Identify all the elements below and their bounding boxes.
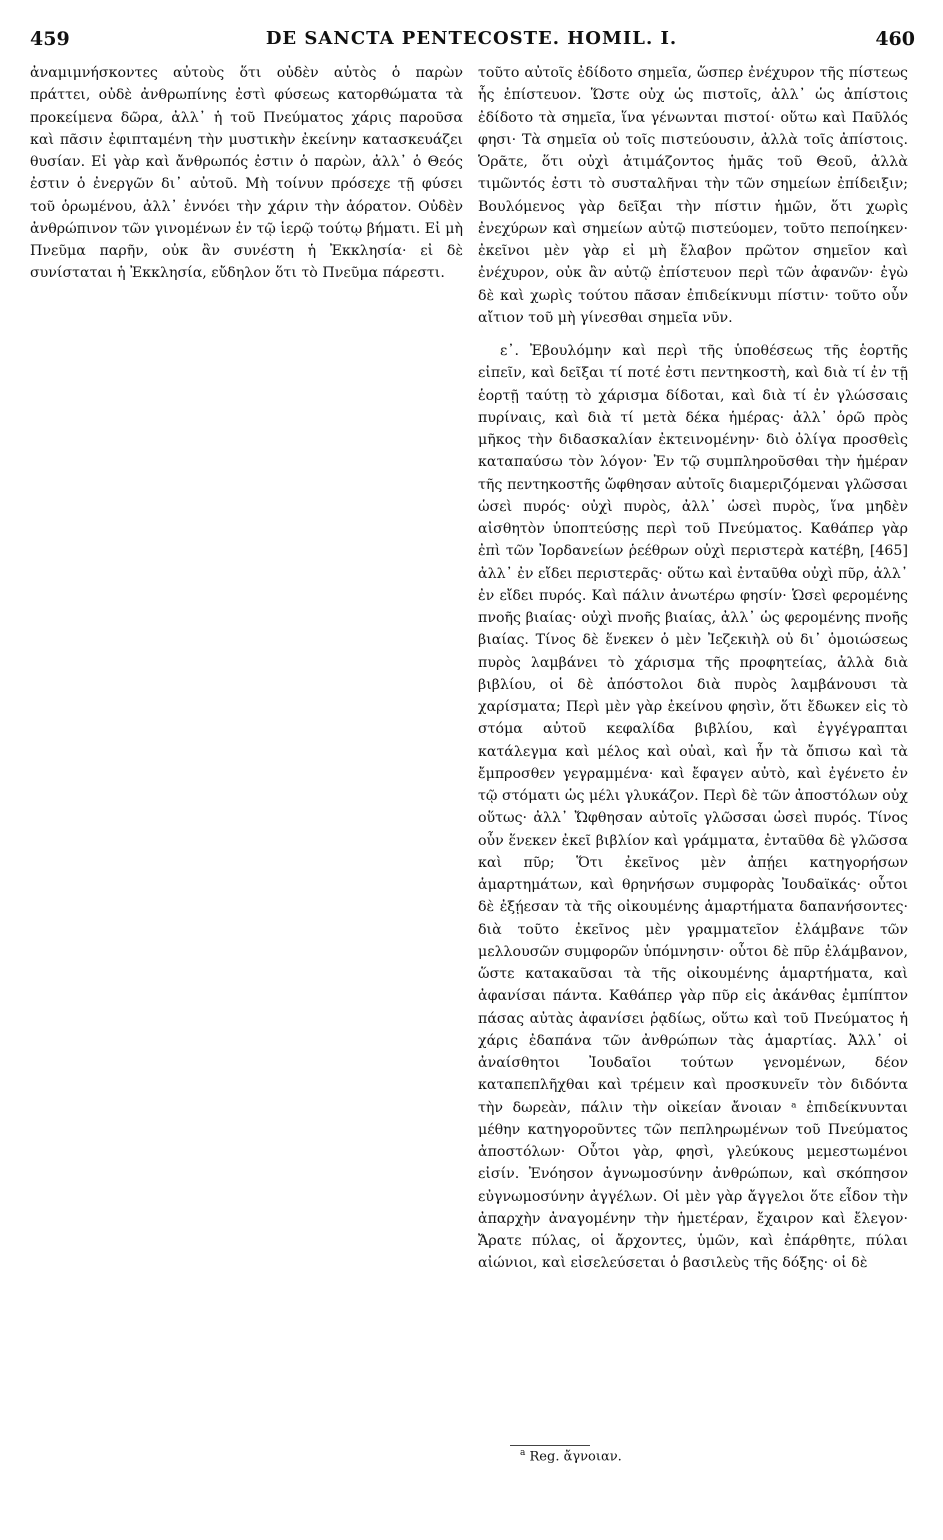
right-column	[478, 62, 908, 1275]
left-column	[30, 62, 463, 285]
paragraph: ε᾽. Ἐβουλόμην καὶ περὶ τῆς ὑποθέσεως τῆς ἑορτῆς εἰπεῖν, καὶ δεῖξαι τί ποτέ ἐστι πεντηκοστὴ, καὶ διὰ τί ἐν τῇ ἑορτῇ ταύτῃ τὸ χάρισμα δίδοται, καὶ διὰ τί ἐν γλώσσαις πυρίναις, καὶ διὰ τί μετὰ δέκα ἡμέρας· ἀλλ᾽ ὁρῶ πρὸς μῆκος τὴν διδασκαλίαν ἐκτεινομένην· διὸ ὀλίγα προσθεὶς καταπαύσω τὸν λόγον· Ἐν τῷ συμπληροῦσθαι τὴν ἡμέραν τῆς πεντηκοστῆς ὤφθησαν αὐτοῖς διαμεριζόμεναι γλῶσσαι ὡσεὶ πυρός· οὐχὶ πυρὸς, ἀλλ᾽ ὡσεὶ πυρὸς, ἵνα μηδὲν αἰσθητὸν ὑποπτεύσῃς περὶ τοῦ Πνεύματος. Καθάπερ γὰρ ἐπὶ τῶν Ἰορδανείων ῥεέθρων οὐχὶ περιστερὰ κατέβη, [465] ἀλλ᾽ ἐν εἴδει περιστερᾶς· οὕτω καὶ ἐνταῦθα οὐχὶ πῦρ, ἀλλ᾽ ἐν εἴδει πυρός. Καὶ πάλιν ἀνωτέρω φησίν· Ὡσεὶ φερομένης πνοῆς βιαίας· οὐχὶ πνοῆς βιαίας, ἀλλ᾽ ὡς φερομένης πνοῆς βιαίας. Τίνος δὲ ἕνεκεν ὁ μὲν Ἰεζεκιὴλ οὐ δι᾽ ὁμοιώσεως πυρὸς λαμβάνει τὸ χάρισμα τῆς προφητείας, ἀλλὰ διὰ βιβλίου, οἱ δὲ ἀπόστολοι διὰ πυρὸς λαμβάνουσι τὰ χαρίσματα; Περὶ μὲν γὰρ ἐκείνου φησὶν, ὅτι ἔδωκεν εἰς τὸ στόμα αὐτοῦ κεφαλίδα βιβλίου, καὶ ἐγγέγραπται κατάλεγμα καὶ μέλος καὶ οὐαὶ, καὶ ἦν τὰ ὄπισω καὶ τὰ ἔμπροσθεν γεγραμμένα· καὶ ἔφαγεν αὐτὸ, καὶ ἐγένετο ἐν τῷ στόματι ὡς μέλι γλυκάζον. Περὶ δὲ τῶν ἀποστόλων οὐχ οὕτως· ἀλλ᾽ Ὤφθησαν αὐτοῖς γλῶσσαι ὡσεὶ πυρός. Τίνος οὖν ἕνεκεν ἐκεῖ βιβλίον καὶ γράμματα, ἐνταῦθα δὲ γλῶσσα καὶ πῦρ; Ὅτι ἐκεῖνος μὲν ἀπῄει κατηγορήσων ἁμαρτημάτων, καὶ θρηνήσων συμφορὰς Ἰουδαϊκάς· οὗτοι δὲ ἐξῄεσαν τὰ τῆς οἰκουμένης ἁμαρτήματα δαπανήσοντες· διὰ τοῦτο ἐκεῖνος μὲν γραμματεῖον ἐλάμβανε τῶν μελλουσῶν συμφορῶν ὑπόμνησιν· οὗτοι δὲ πῦρ ἐλάμβανον, ὥστε κατακαῦσαι τὰ τῆς οἰκουμένης ἁμαρτήματα, καὶ ἀφανίσαι πάντα. Καθάπερ γὰρ πῦρ εἰς ἀκάνθας ἐμπίπτον πάσας αὐτὰς ἀφανίσει ῥᾳδίως, οὕτω καὶ τοῦ Πνεύματος ἡ χάρις ἐδαπάνα τῶν ἀνθρώπων τὰς ἁμαρτίας. Ἀλλ᾽ οἱ ἀναίσθητοι Ἰουδαῖοι τούτων γενομένων, δέον καταπεπλῆχθαι καὶ τρέμειν καὶ προσκυνεῖν τὸν διδόντα τὴν δωρεὰν, πάλιν τὴν οἰκείαν ἄνοιαν ᵃ ἐπιδείκνυνται μέθην κατηγοροῦντες τῶν πεπληρωμένων τοῦ Πνεύματος ἀποστόλων· Οὗτοι γὰρ, φησὶ, γλεύκους μεμεστωμένοι εἰσίν. Ἐνόησον ἀγνωμοσύνην ἀνθρώπων, καὶ σκόπησον εὐγνωμοσύνην ἀγγέλων. Οἱ μὲν γὰρ ἄγγελοι ὅτε εἶδον τὴν ἀπαρχὴν ἀναγομένην τὴν ἡμετέραν, ἔχαιρον καὶ ἔλεγον· Ἄρατε πύλας, οἱ ἄρχοντες, ὑμῶν, καὶ ἐπάρθητε, πύλαι αἰώνιοι, καὶ εἰσελεύσεται ὁ βασιλεὺς τῆς δόξης· οἱ δὲ	[478, 343, 908, 1272]
page-number-right: 460	[875, 28, 915, 50]
page-number-left: 459	[30, 28, 70, 50]
footnote-rule	[510, 1445, 590, 1446]
footnote-text: Reg. ἄγνοιαν.	[529, 1449, 622, 1465]
paragraph: ἀναμιμνήσκοντες αὐτοὺς ὅτι οὐδὲν αὐτὸς ὁ παρὼν πράττει, οὐδὲ ἀνθρωπίνης ἐστὶ φύσεως κατορθώματα τὰ προκείμενα δῶρα, ἀλλ᾽ ἡ τοῦ Πνεύματος χάρις παροῦσα καὶ πᾶσιν ἐφιπταμένη τὴν μυστικὴν ἐκείνην κατασκευάζει θυσίαν. Εἰ γὰρ καὶ ἄνθρωπός ἐστιν ὁ παρὼν, ἀλλ᾽ ὁ Θεός ἐστιν ὁ ἐνεργῶν δι᾽ αὐτοῦ. Μὴ τοίνυν πρόσεχε τῇ φύσει τοῦ ὁρωμένου, ἀλλ᾽ ἐννόει τὴν χάριν τὴν ἀόρατον. Οὐδὲν ἀνθρώπινον τῶν γινομένων ἐν τῷ ἱερῷ τούτῳ βήματι. Εἰ μὴ Πνεῦμα παρῆν, οὐκ ἂν συνέστη ἡ Ἐκκλησία· εἰ δὲ συνίσταται ἡ Ἐκκλησία, εὔδηλον ὅτι τὸ Πνεῦμα πάρεστι.	[30, 65, 463, 282]
footnote-marker: a	[520, 1448, 526, 1458]
running-title: DE SANCTA PENTECOSTE. HOMIL. I.	[265, 28, 678, 49]
footnote	[520, 1448, 622, 1464]
paragraph: τοῦτο αὐτοῖς ἐδίδοτο σημεῖα, ὥσπερ ἐνέχυρον τῆς πίστεως ἧς ἐπίστευον. Ὥστε οὐχ ὡς πιστοῖς, ἀλλ᾽ ὡς ἀπίστοις ἐδίδοτο τὰ σημεῖα, ἵνα γένωνται πιστοί· οὕτω καὶ Παῦλός φησι· Τὰ σημεῖα οὐ τοῖς πιστεύουσιν, ἀλλὰ τοῖς ἀπίστοις. Ὁρᾶτε, ὅτι οὐχὶ ἀτιμάζοντος ἡμᾶς τοῦ Θεοῦ, ἀλλὰ τιμῶντός ἐστι τὸ συσταλῆναι τὴν τῶν σημείων ἐπίδειξιν; Βουλόμενος γὰρ δεῖξαι τὴν πίστιν ἡμῶν, ὅτι χωρὶς ἐνεχύρων καὶ σημείων αὐτῷ πιστεύομεν, τοῦτο πεποίηκεν· ἐκεῖνοι μὲν γὰρ εἰ μὴ ἔλαβον πρῶτον σημεῖον καὶ ἐνέχυρον, οὐκ ἂν αὐτῷ ἐπίστευον περὶ τῶν ἀφανῶν· ἐγὼ δὲ καὶ χωρὶς τούτου πᾶσαν ἐπιδείκνυμι πίστιν· τοῦτο οὖν αἴτιον τοῦ μὴ γίνεσθαι σημεῖα νῦν.	[478, 65, 908, 326]
